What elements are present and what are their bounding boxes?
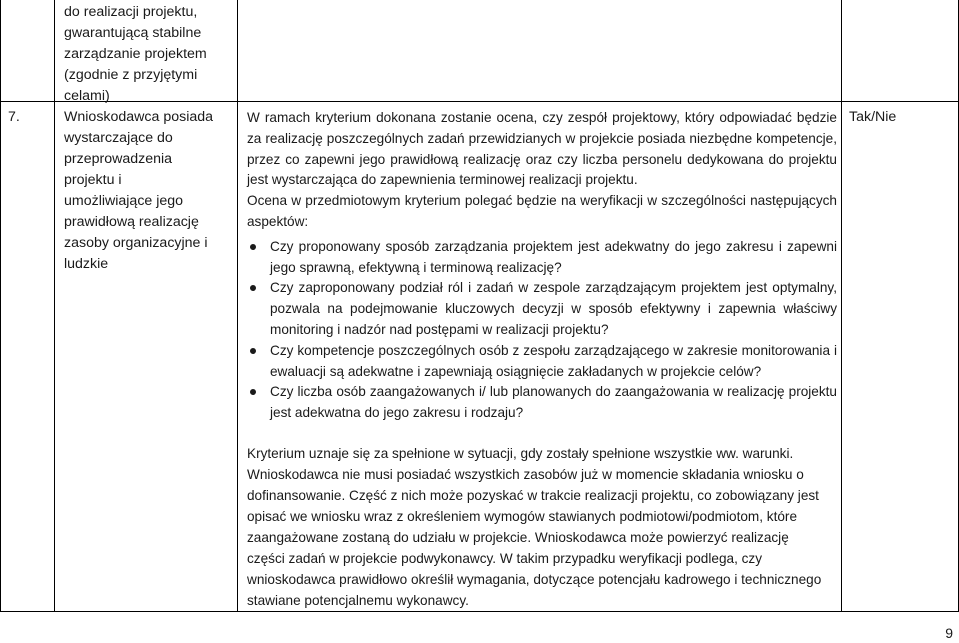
text-line: przeprowadzenia projektu i <box>64 151 173 188</box>
text-line: gwarantującą stabilne <box>64 25 202 41</box>
table-bottom-border <box>0 611 959 612</box>
criterion-name <box>64 107 214 275</box>
table-border-col1 <box>54 0 55 612</box>
previous-criterion-text <box>64 2 214 107</box>
list-item <box>247 341 837 383</box>
text-line: (zgodnie z przyjętymi <box>64 67 198 83</box>
description-paragraph: W ramach kryterium dokonana zostanie ocena, czy zespół projektowy, który odpowiadać będzie za realizację poszczególnych zadań przewidzianych w projekcie posiada niezbędne kompetencje, przez co zapewni jego prawidłową realizację oraz czy liczba personelu dedykowana do projektu jest wystarczająca do zapewnienia terminowej realizacji projektu. <box>247 110 837 188</box>
criterion-number: 7. <box>8 109 20 125</box>
bullet-icon <box>250 285 256 291</box>
text-line: celami) <box>64 88 110 104</box>
text-line: Wnioskodawca posiada <box>64 109 214 125</box>
text-line: zasoby organizacyjne i <box>64 235 208 251</box>
bullet-icon <box>250 244 256 250</box>
criterion-closing-text <box>247 443 827 611</box>
criterion-description <box>247 108 837 424</box>
table-border-col3 <box>841 0 842 612</box>
page-number: 9 <box>945 625 953 641</box>
text-line: ludzkie <box>64 256 109 272</box>
list-item-text: Czy proponowany sposób zarządzania projektem jest adekwatny do jego zakresu i zapewni jego sprawną, efektywną i terminową realizację? <box>270 238 837 275</box>
description-paragraph: Ocena w przedmiotowym kryterium polegać będzie na weryfikacji w szczególności następujących aspektów: <box>247 193 837 229</box>
text-line: zarządzanie projektem <box>64 46 207 62</box>
bullet-icon <box>250 389 256 395</box>
bullet-icon <box>250 348 256 354</box>
text-line: do realizacji projektu, <box>64 4 198 20</box>
aspects-list <box>247 237 837 424</box>
text-line: prawidłową realizację <box>64 214 199 230</box>
list-item-text: Czy zaproponowany podział ról i zadań w zespole zarządzającym projektem jest optymalny, pozwala na podejmowanie kluczowych decyzji w sposób efektywny i zapewnia właściwy monitoring i nadzór nad postępami w realizacji projektu? <box>270 280 837 337</box>
list-item <box>247 237 837 279</box>
closing-paragraph: Kryterium uznaje się za spełnione w sytuacji, gdy zostały spełnione wszystkie ww. warunki. Wnioskodawca nie musi posiadać wszystkich zasobów już w momencie składania wniosku o dofinansowanie. Część z nich może pozyskać w trakcie realizacji projektu, co zobowiązany jest opisać we wniosku wraz z określeniem wymogów stawianych podmiotowi/podmiotom, które zaangażowane zostaną do udziału w projekcie. Wnioskodawca może powierzyć realizację części zadań w projekcie podwykonawcy. W takim przypadku weryfikacji podlega, czy wnioskodawca prawidłowo określił wymagania, dotyczące potencjału kadrowego i technicznego stawiane potencjalnemu wykonawcy. <box>247 446 822 608</box>
list-item <box>247 382 837 424</box>
text-line: umożliwiające jego <box>64 193 184 209</box>
list-item-text: Czy liczba osób zaangażowanych i/ lub planowanych do zaangażowania w realizację projektu jest adekwatna do jego zakresu i rodzaju? <box>270 384 837 421</box>
list-item-text: Czy kompetencje poszczególnych osób z zespołu zarządzającego w zakresie monitorowania i ewaluacji są adekwatne i zapewniają osiągnięcie zakładanych w projekcie celów? <box>270 342 837 379</box>
table-border-col2 <box>237 0 238 612</box>
assessment-value: Tak/Nie <box>849 109 897 125</box>
table-border-left <box>0 0 1 612</box>
text-line: wystarczające do <box>64 130 173 146</box>
list-item <box>247 278 837 340</box>
